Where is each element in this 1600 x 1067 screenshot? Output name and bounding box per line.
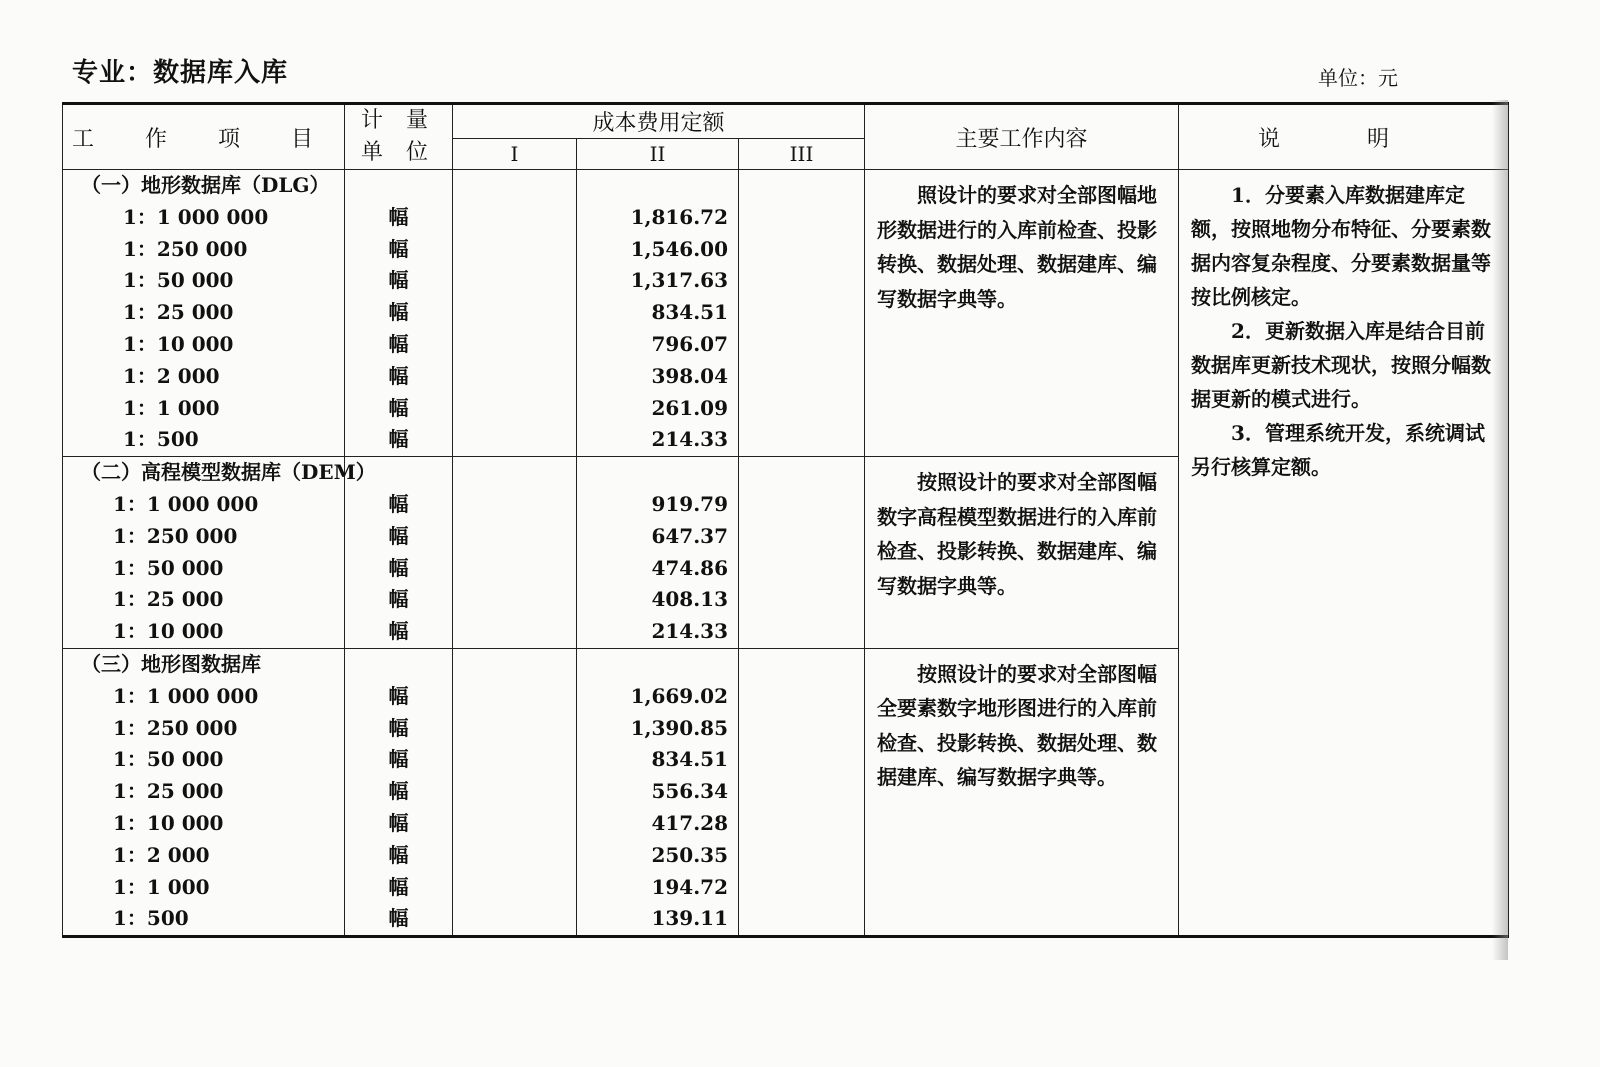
value-cell: 834.51	[651, 747, 728, 772]
scale-label: 1：250 000	[113, 523, 238, 548]
work-content: 按照设计的要求对全部图幅数字高程模型数据进行的入库前检查、投影转换、数据建库、编写数据字典等。	[865, 457, 1179, 649]
unit-cell: 幅	[388, 236, 409, 261]
value-cell: 194.72	[651, 874, 728, 899]
table-group-dlg	[63, 170, 1509, 457]
scale-label: 1：10 000	[123, 331, 234, 356]
unit-cell: 幅	[388, 683, 409, 708]
scale-label: 1：500	[123, 427, 199, 452]
value-cell: 919.79	[651, 491, 728, 516]
scale-label: 1：1 000	[113, 874, 210, 899]
scale-label: 1：50 000	[113, 747, 224, 772]
scale-label: 1：25 000	[113, 779, 224, 804]
scale-label: 1：2 000	[113, 842, 210, 867]
cost-3-cell	[739, 648, 865, 936]
scale-label: 1：250 000	[123, 236, 248, 261]
header-cost-quota: 成本费用定额	[453, 104, 865, 139]
header-cost-1: I	[453, 138, 577, 169]
group-items	[63, 170, 345, 457]
unit-cell: 幅	[388, 587, 409, 612]
cost-quota-table	[62, 102, 1509, 938]
value-cell: 1,546.00	[630, 236, 728, 261]
value-cell: 250.35	[651, 842, 728, 867]
unit-cell: 幅	[388, 555, 409, 580]
cost-3-cell	[739, 457, 865, 649]
value-cell: 556.34	[651, 779, 728, 804]
description-notes	[1179, 170, 1509, 937]
group-title: （三）地形图数据库	[81, 651, 261, 676]
page-binding-shadow	[1492, 100, 1508, 960]
unit-cell: 幅	[388, 268, 409, 293]
group-items	[63, 457, 376, 649]
unit-cell: 幅	[388, 906, 409, 931]
scale-label: 1：25 000	[123, 300, 234, 325]
scale-label: 1：10 000	[113, 810, 224, 835]
scale-label: 1：50 000	[113, 555, 224, 580]
unit-cell: 幅	[388, 331, 409, 356]
value-cell: 139.11	[651, 906, 728, 931]
value-cell: 417.28	[651, 810, 728, 835]
group-values	[577, 648, 739, 936]
header-unit-bottom: 单 位	[361, 140, 436, 165]
value-cell: 647.37	[651, 523, 728, 548]
scale-label: 1：10 000	[113, 619, 224, 644]
page-title: 专业：数据库入库	[72, 58, 289, 88]
header-description: 说 明	[1179, 104, 1509, 170]
value-cell: 214.33	[651, 427, 728, 452]
unit-cell: 幅	[388, 363, 409, 388]
value-cell: 261.09	[651, 395, 728, 420]
group-units	[345, 170, 453, 457]
header-unit-top: 计 量	[361, 108, 436, 133]
cost-1-cell	[453, 457, 577, 649]
header-cost-3: III	[739, 138, 865, 169]
unit-cell: 幅	[388, 842, 409, 867]
work-content: 照设计的要求对全部图幅地形数据进行的入库前检查、投影转换、数据处理、数据建库、编写数据字典等。	[865, 170, 1179, 457]
cost-1-cell	[453, 648, 577, 936]
group-title: （一）地形数据库（DLG）	[81, 173, 330, 197]
scale-label: 1：1 000 000	[113, 683, 259, 708]
value-cell: 408.13	[651, 587, 728, 612]
cost-1-cell	[453, 170, 577, 457]
note-3: 3．管理系统开发，系统调试另行核算定额。	[1191, 421, 1485, 479]
value-cell: 214.33	[651, 619, 728, 644]
unit-cell: 幅	[388, 747, 409, 772]
scale-label: 1：25 000	[113, 587, 224, 612]
value-cell: 474.86	[651, 555, 728, 580]
scale-label: 1：250 000	[113, 715, 238, 740]
scale-label: 1：1 000 000	[113, 491, 259, 516]
unit-label: 单位：元	[1318, 66, 1398, 90]
unit-cell: 幅	[388, 619, 409, 644]
unit-cell: 幅	[388, 427, 409, 452]
unit-cell: 幅	[388, 715, 409, 740]
group-units	[345, 648, 453, 936]
cost-3-cell	[739, 170, 865, 457]
value-cell: 1,669.02	[630, 683, 728, 708]
unit-cell: 幅	[388, 395, 409, 420]
group-title: （二）高程模型数据库（DEM）	[81, 460, 376, 485]
note-2: 2．更新数据入库是结合目前数据库更新技术现状，按照分幅数据更新的模式进行。	[1191, 319, 1492, 411]
unit-cell: 幅	[388, 300, 409, 325]
note-1: 1．分要素入库数据建库定额，按照地物分布特征、分要素数据内容复杂程度、分要素数据量等按比例核定。	[1191, 183, 1492, 309]
scale-label: 1：50 000	[123, 268, 234, 293]
scale-label: 1：2 000	[123, 363, 220, 388]
unit-cell: 幅	[388, 810, 409, 835]
header-work-item: 工 作 项 目	[63, 104, 345, 170]
value-cell: 834.51	[651, 300, 728, 325]
scale-label: 1：1 000 000	[123, 204, 269, 229]
group-items	[63, 648, 345, 936]
unit-cell: 幅	[388, 523, 409, 548]
header-unit	[345, 104, 453, 170]
header-main-content: 主要工作内容	[865, 104, 1179, 170]
work-content: 按照设计的要求对全部图幅全要素数字地形图进行的入库前检查、投影转换、数据处理、数据建库、编写数据字典等。	[865, 648, 1179, 936]
group-values	[577, 170, 739, 457]
value-cell: 1,317.63	[630, 268, 728, 293]
unit-cell: 幅	[388, 874, 409, 899]
scale-label: 1：500	[113, 906, 189, 931]
unit-cell: 幅	[388, 491, 409, 516]
value-cell: 398.04	[651, 363, 728, 388]
unit-cell: 幅	[388, 779, 409, 804]
unit-cell: 幅	[388, 204, 409, 229]
group-values	[577, 457, 739, 649]
value-cell: 796.07	[651, 331, 728, 356]
value-cell: 1,816.72	[630, 204, 728, 229]
value-cell: 1,390.85	[630, 715, 728, 740]
scale-label: 1：1 000	[123, 395, 220, 420]
header-cost-2: II	[577, 138, 739, 169]
